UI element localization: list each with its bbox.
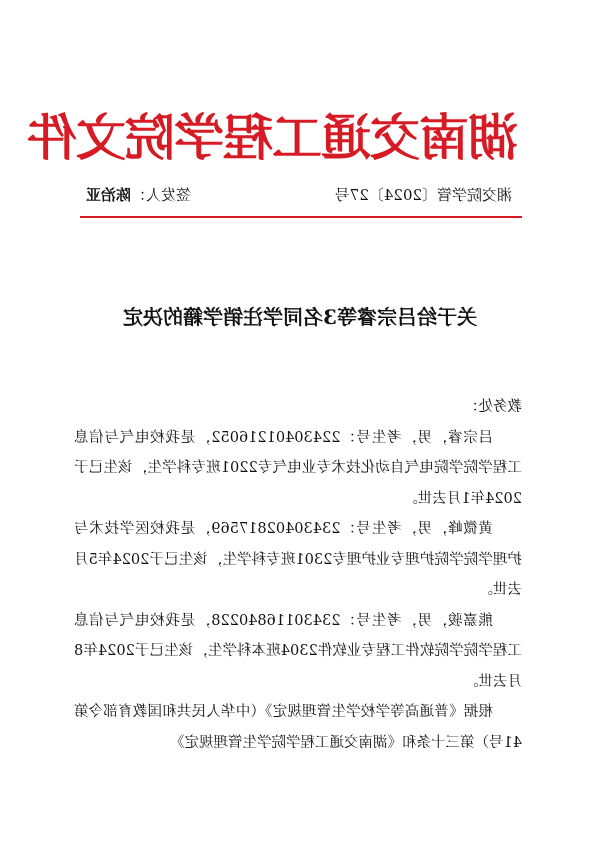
issuer [86, 184, 191, 206]
document-number: 湘交院学管〔2024〕27号 [334, 186, 512, 204]
masthead: 湖南交通工程学院文件 [28, 108, 518, 167]
salutation: 教务处： [464, 399, 522, 415]
body-paragraph: 黄微峰，男，考生号：23430402817569，是我校医学技术与护理学院学院护理专业护理专2301班专科学生，该生已于2024年5月去世。 [74, 521, 522, 598]
body-paragraph: 熊嘉骏，男，考生号：23430116840228，是我校电气与信息工程学院学院软件工程专业软件2304班本科学生，该生已于2024年8月去世。 [74, 612, 522, 690]
body-paragraph: 根据《普通高等学校学生管理规定》（中华人民共和国教育部令第41号）第三十条和《湖南交通工程学院学生管理规定》 [74, 704, 522, 751]
body-paragraph: 吕宗睿，男，考生号：22430401216052，是我校电气与信息工程学院学院电气自动化技术专业电气专2201班专科学生，该生已于2024年1月去世。 [74, 429, 522, 507]
issuer-label: 签发人： [131, 186, 192, 204]
red-divider [80, 216, 522, 218]
issuer-name: 陈治亚 [86, 186, 132, 204]
document-title: 关于给吕宗睿等3名同学注销学籍的决定 [123, 305, 477, 329]
document-body [74, 392, 522, 758]
